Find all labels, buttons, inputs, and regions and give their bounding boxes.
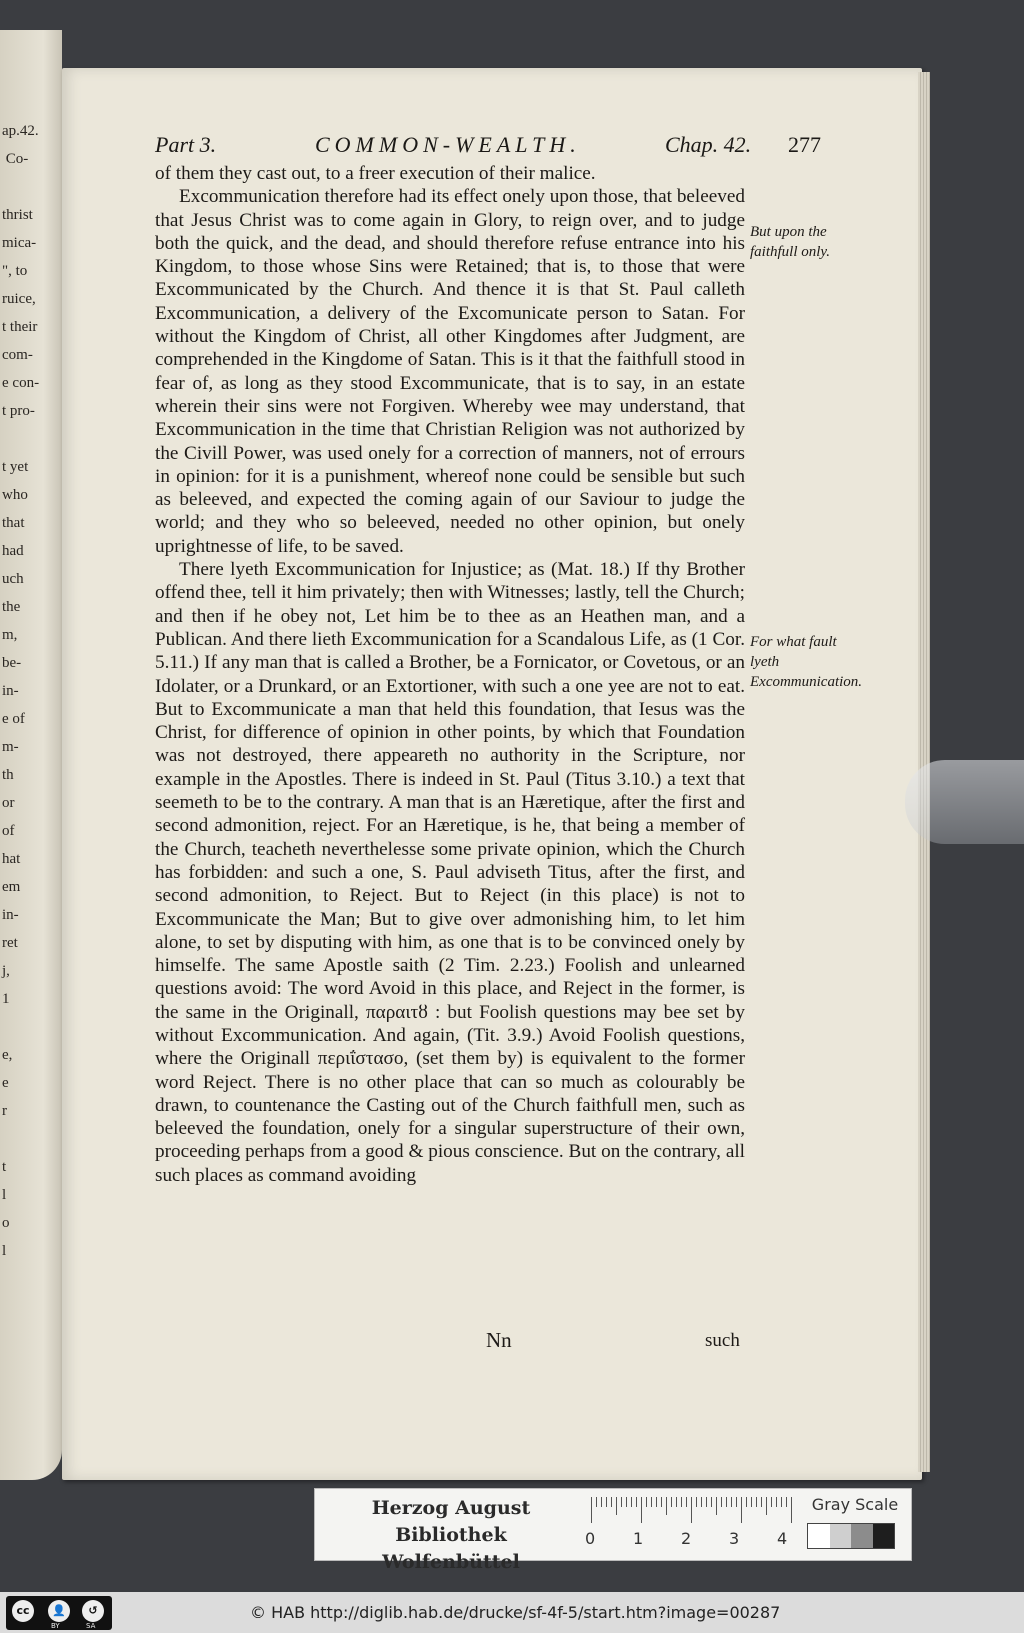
left-page-text: o: [2, 1215, 10, 1231]
left-page-text: m-: [2, 739, 19, 755]
ruler-tick: [606, 1497, 607, 1507]
ruler-number: 2: [681, 1529, 692, 1548]
footer-bar: [0, 1592, 1024, 1633]
left-page-text: e: [2, 1075, 9, 1091]
left-page-text: Co-: [2, 151, 29, 167]
license-badge[interactable]: [6, 1596, 112, 1630]
library-line-2: Wolfenbüttel: [382, 1551, 520, 1573]
gray-swatch: [808, 1524, 830, 1548]
ruler-tick: [751, 1497, 752, 1507]
left-page-text: th: [2, 767, 14, 783]
library-line-1: Herzog August Bibliothek: [371, 1497, 531, 1546]
left-page-text: t their: [2, 319, 38, 335]
ruler-tick: [651, 1497, 652, 1507]
left-page-text: in-: [2, 683, 19, 699]
ruler-tick: [641, 1497, 642, 1523]
left-page-text: com-: [2, 347, 33, 363]
left-page-text: l: [2, 1243, 7, 1259]
left-page-text: m,: [2, 627, 18, 643]
left-page-text: the: [2, 599, 21, 615]
left-page-text: e of: [2, 711, 25, 727]
paragraph: Excommunication therefore had its effect onely upon those, that beleeved that Jesus Christ was to come again in Glory, to reign over, and to judge both the quick, and the dead, and should therefore refuse entrance into his Kingdom, to those whose Sins were Retained; that is, to those that were Excommunicated by the Church. And thence it is that St. Paul calleth Excommunication, a delivery of the Excomunicate person to Satan. For without the Kingdom of Christ, all other Kingdomes after Judgment, are comprehended in the Kingdome of Satan. This is it that the faithfull stood in fear of, as long as they stood Excommunicate, that is to say, in an estate wherein their sins were not Forgiven. Whereby wee may understand, that Excommunication in the time that Christian Religion was not authorized by the Civill Power, was used onely for a correction of manners, not of errours in opinion: for it is a punishment, whereof none could be sensible but such as beleeved, and expected the coming again of our Saviour to judge the world; and they who so beleeved, needed no other opinion, but onely uprightnesse of life, to be saved.: [155, 186, 745, 557]
left-page-text: who: [2, 487, 28, 503]
ruler-tick: [671, 1497, 672, 1507]
gray-swatch: [873, 1524, 895, 1548]
ruler-tick: [711, 1497, 712, 1507]
ruler-tick: [776, 1497, 777, 1507]
ruler-tick: [681, 1497, 682, 1507]
ruler-tick: [626, 1497, 627, 1507]
ruler-tick: [731, 1497, 732, 1507]
left-page-text: thrist: [2, 207, 33, 223]
ruler-tick: [696, 1497, 697, 1507]
library-name: [331, 1495, 571, 1576]
cc-icon: cc: [12, 1600, 34, 1622]
ruler-tick: [611, 1497, 612, 1507]
ruler-tick: [661, 1497, 662, 1507]
left-page-text: ", to: [2, 263, 28, 279]
left-page-text: ruice,: [2, 291, 36, 307]
ruler-tick: [746, 1497, 747, 1507]
ruler-tick: [596, 1497, 597, 1507]
ruler-tick: [621, 1497, 622, 1507]
ruler-tick: [741, 1497, 742, 1523]
sa-label: SA: [86, 1622, 96, 1630]
ruler-tick: [716, 1497, 717, 1515]
gray-swatch: [851, 1524, 873, 1548]
ruler-tick: [616, 1497, 617, 1515]
left-page-text: t: [2, 1159, 7, 1175]
page-number: 277: [788, 132, 821, 157]
ruler-tick: [601, 1497, 602, 1507]
ruler-number: 0: [585, 1529, 596, 1548]
left-page-text: r: [2, 1103, 7, 1119]
ruler-tick: [676, 1497, 677, 1507]
left-page-text: in-: [2, 907, 19, 923]
left-page-text: t pro-: [2, 403, 35, 419]
scale-card: [314, 1488, 912, 1573]
ruler-number: 1: [633, 1529, 644, 1548]
left-page-text: mica-: [2, 235, 37, 251]
ruler-number: 3: [729, 1529, 740, 1548]
header-title: COMMON-WEALTH.: [315, 132, 581, 157]
ruler-tick: [631, 1497, 632, 1507]
left-page-text: uch: [2, 571, 24, 587]
left-page-text: e,: [2, 1047, 13, 1063]
catchword: such: [705, 1330, 740, 1351]
ruler-number: 4: [777, 1529, 788, 1548]
left-page-text: or: [2, 795, 15, 811]
ruler-tick: [786, 1497, 787, 1507]
left-page-text: l: [2, 1187, 7, 1203]
left-page-text: ap.42.: [2, 123, 39, 139]
ruler-tick: [766, 1497, 767, 1515]
gray-scale-label: Gray Scale: [811, 1495, 899, 1514]
paragraph: of them they cast out, to a freer execution of their malice.: [155, 163, 596, 184]
by-icon: 👤: [48, 1600, 70, 1622]
ruler-tick: [646, 1497, 647, 1507]
source-url[interactable]: © HAB http://diglib.hab.de/drucke/sf-4f-5/start.htm?image=00287: [250, 1603, 781, 1622]
ruler-tick: [791, 1497, 792, 1523]
left-page-text: that: [2, 515, 25, 531]
ruler-tick: [736, 1497, 737, 1507]
ruler-tick: [636, 1497, 637, 1507]
running-header: [155, 132, 825, 162]
ruler-tick: [721, 1497, 722, 1507]
ruler-tick: [756, 1497, 757, 1507]
left-page-text: hat: [2, 851, 21, 867]
left-page-text: be-: [2, 655, 22, 671]
page-clip: [905, 760, 1024, 844]
left-page-text: em: [2, 879, 21, 895]
left-page-text: of: [2, 823, 15, 839]
ruler-tick: [691, 1497, 692, 1523]
by-label: BY: [51, 1622, 60, 1630]
signature-mark: Nn: [486, 1328, 512, 1352]
sa-icon: ↺: [82, 1600, 104, 1622]
ruler-tick: [591, 1497, 592, 1523]
left-page-text: had: [2, 543, 24, 559]
left-page-text: e con-: [2, 375, 40, 391]
ruler-tick: [761, 1497, 762, 1507]
gray-swatch: [830, 1524, 852, 1548]
ruler-tick: [686, 1497, 687, 1507]
margin-note-faithfull: But upon the faithfull only.: [750, 224, 831, 260]
ruler-tick: [781, 1497, 782, 1507]
gray-scale-swatches: [807, 1523, 895, 1549]
ruler-tick: [701, 1497, 702, 1507]
paragraph: There lyeth Excommunication for Injustice; as (Mat. 18.) If thy Brother offend thee, tell it him privately; then with Witnesses; lastly, tell the Church; and then if he obey not, Let him be to thee as an Heathen man, and a Publican. And there lieth Excommunication for a Scandalous Life, as (1 Cor. 5.11.) If any man that is called a Brother, be a Fornicator, or Covetous, or an Idolater, or a Drunkard, or an Extortioner, with such a one yee are not to eat. But to Excommunicate a man that held this foundation, that Iesus was the Christ, for difference of opinion in other points, by which that Foundation was not destroyed, there appeareth no authority in the Scripture, nor example in the Apostles. There is indeed in St. Paul (Titus 3.10.) a text that seemeth to be to the contrary. A man that is an Hæretique, after the first and second admonition, reject. For an Hæretique, is he, that being a member of the Church, teacheth neverthelesse some private opinion, which the Church has forbidden: and such a one, S. Paul adviseth Titus, after the first, and second admonition, to Reject. But to Reject (in this place) is not to Excommunicate the Man; But to give over admonishing him, to let him alone, to set by disputing with him, as one that is to be convinced onely by himselfe. The same Apostle saith (2 Tim. 2.23.) Foolish and unlearned questions avoid: The word Avoid in this place, and Reject in the former, is the same in the Originall, παραιτȣ : but Foolish questions may bee set by without Excommunication. And again, (Tit. 3.9.) Avoid Foolish questions, where the Originall περιΐστασο, (set them by) is equivalent to the former word Reject. There is no other place that can so much as colourably be drawn, to countenance the Casting out of the Church faithfull men, such as beleeved the foundation, onely for a singular superstructure of their own, proceeding perhaps from a good & pious conscience. But on the contrary, all such places as command avoiding: [155, 559, 745, 1186]
ruler-tick: [726, 1497, 727, 1507]
left-page-fragment: [0, 30, 62, 1480]
left-page-text: ret: [2, 935, 18, 951]
header-part: Part 3.: [155, 132, 217, 157]
ruler-tick: [771, 1497, 772, 1507]
margin-note-fault: For what fault lyeth Excommunication.: [750, 634, 863, 690]
header-chapter: Chap. 42.: [665, 132, 752, 157]
ruler-tick: [666, 1497, 667, 1515]
ruler-tick: [656, 1497, 657, 1507]
left-page-text: 1: [2, 991, 10, 1007]
ruler: [591, 1497, 803, 1523]
ruler-tick: [706, 1497, 707, 1507]
left-page-text: j,: [2, 963, 10, 979]
left-page-text: t yet: [2, 459, 29, 475]
body-text: [155, 162, 745, 1187]
